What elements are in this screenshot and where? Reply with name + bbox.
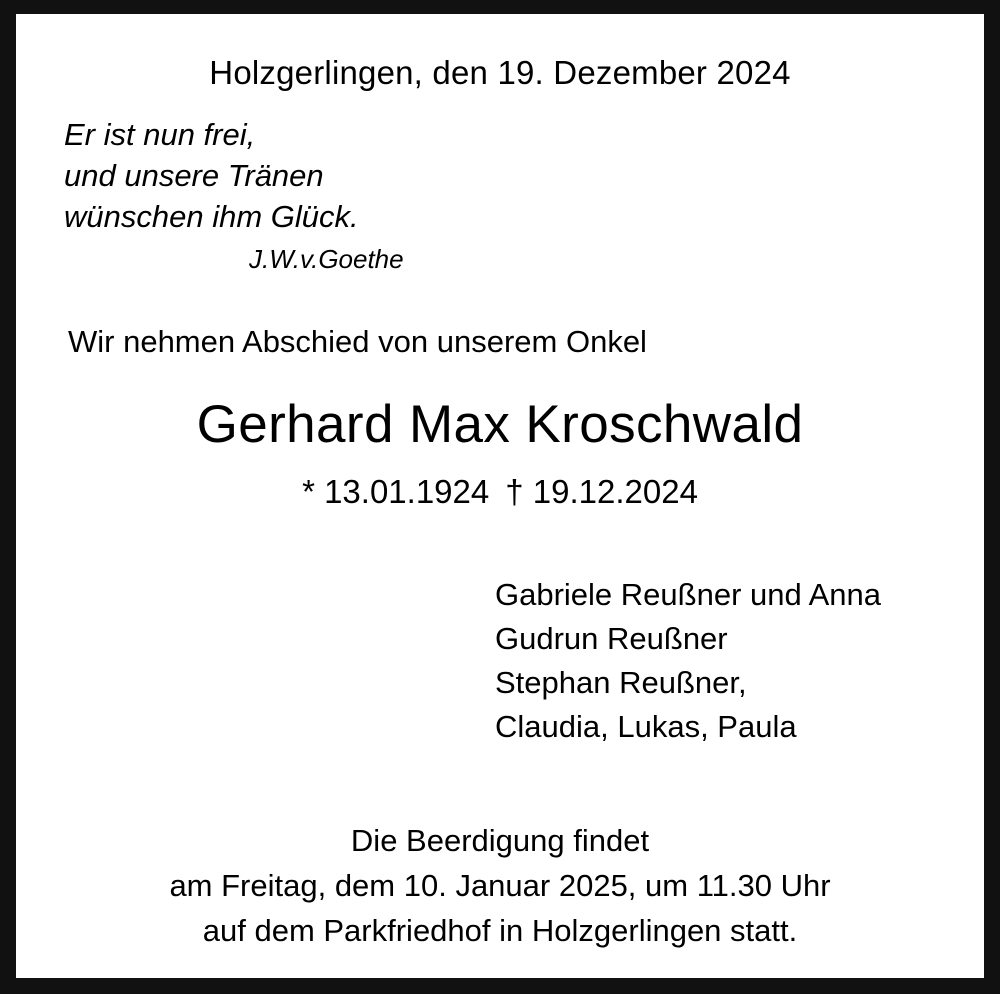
intro-text: Wir nehmen Abschied von unserem Onkel — [68, 324, 647, 360]
funeral-line: am Freitag, dem 10. Januar 2025, um 11.30 Uhr — [169, 867, 831, 903]
death-date: † 19.12.2024 — [505, 473, 698, 511]
survivor-line: Gabriele Reußner und Anna — [495, 577, 882, 613]
place-and-date: Holzgerlingen, den 19. Dezember 2024 — [209, 54, 791, 91]
verse-line-3: wünschen ihm Glück. — [64, 199, 359, 235]
verse-line-1: Er ist nun frei, — [64, 117, 256, 152]
funeral-line: Die Beerdigung findet — [350, 823, 650, 859]
notice-card — [16, 14, 984, 978]
deceased-name: Gerhard Max Kroschwald — [196, 395, 804, 455]
life-dates — [50, 473, 950, 511]
survivor-line: Claudia, Lukas, Paula — [495, 709, 797, 745]
funeral-line: auf dem Parkfriedhof in Holzgerlingen statt. — [202, 912, 798, 948]
verse-author: J.W.v.Goethe — [249, 243, 404, 274]
survivor-line: Gudrun Reußner — [495, 621, 728, 657]
survivors-list — [495, 573, 950, 749]
funeral-details — [50, 819, 950, 953]
birth-date: * 13.01.1924 — [302, 473, 490, 511]
verse-block — [64, 114, 950, 276]
verse-line-2: und unsere Tränen — [64, 158, 324, 194]
survivor-line: Stephan Reußner, — [495, 665, 747, 701]
